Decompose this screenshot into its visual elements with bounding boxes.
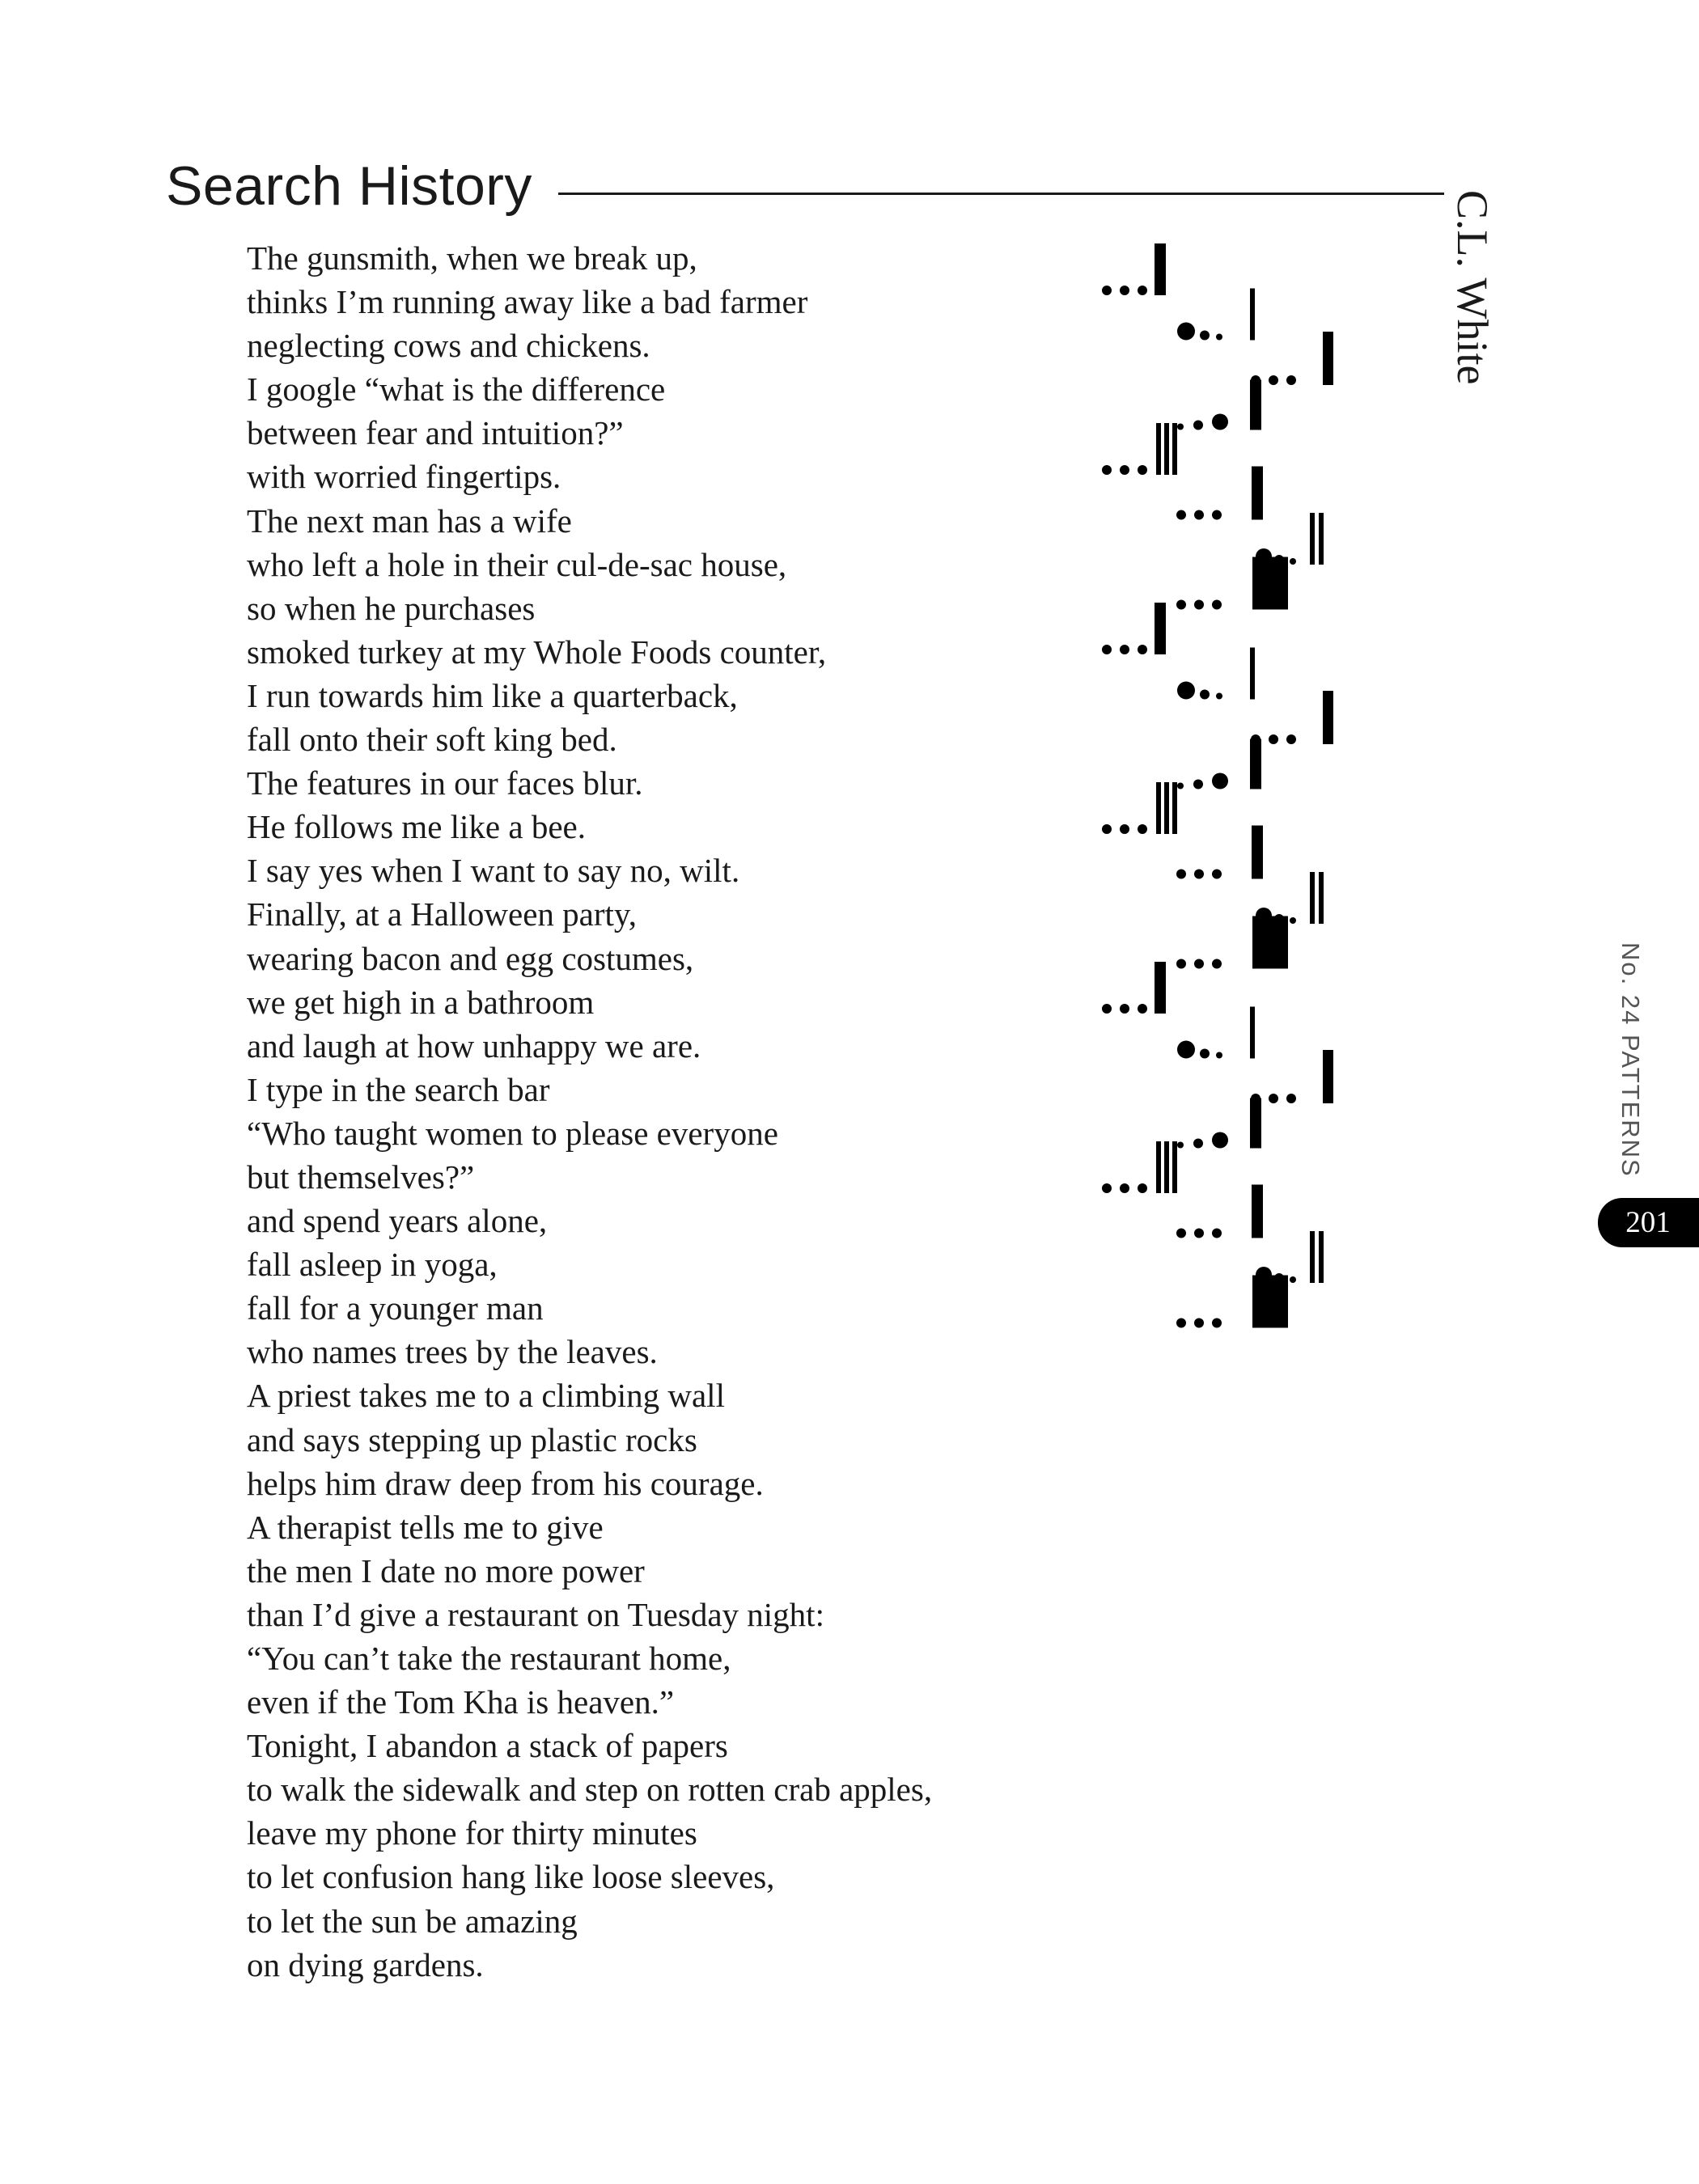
- pattern-dot: [1212, 870, 1222, 879]
- pattern-dot: [1269, 375, 1278, 385]
- pattern-bar: [1250, 1007, 1255, 1059]
- pattern-bar: [1252, 826, 1263, 879]
- poem-line: so when he purchases: [247, 589, 536, 627]
- poem-line: Finally, at a Halloween party,: [247, 895, 637, 933]
- pattern-bar: [1250, 380, 1261, 430]
- pattern-dot: [1176, 959, 1186, 969]
- pattern-glyph: [1256, 1231, 1324, 1283]
- page-number: 201: [1625, 1206, 1671, 1239]
- poem-line: and laugh at how unhappy we are.: [247, 1026, 701, 1064]
- poem-line: The gunsmith, when we break up,: [247, 239, 697, 277]
- pattern-glyph: [1176, 826, 1263, 879]
- pattern-dot: [1176, 870, 1186, 879]
- pattern-glyph: [1251, 1050, 1333, 1103]
- pattern-dot: [1212, 414, 1228, 430]
- pattern-bar: [1319, 1231, 1324, 1283]
- pattern-dot: [1193, 421, 1203, 430]
- pattern-glyph: [1177, 739, 1261, 789]
- pattern-dot: [1176, 1318, 1186, 1328]
- poem-line: fall asleep in yoga,: [247, 1246, 498, 1284]
- pattern-bar: [1172, 1141, 1177, 1193]
- pattern-dot: [1177, 783, 1184, 789]
- poem-line: I run towards him like a quarterback,: [247, 676, 738, 714]
- poem-line: leave my phone for thirty minutes: [247, 1814, 697, 1852]
- pattern-glyph: [1177, 648, 1255, 700]
- pattern-dot: [1138, 824, 1147, 834]
- pattern-dot: [1286, 375, 1296, 385]
- poem-line: between fear and intuition?”: [247, 414, 624, 452]
- pattern-dot: [1212, 600, 1222, 610]
- pattern-glyph: [1176, 916, 1288, 969]
- pattern-dot: [1200, 690, 1210, 700]
- pattern-bar: [1155, 243, 1166, 295]
- pattern-dot: [1102, 1004, 1112, 1014]
- pattern-dot: [1102, 465, 1112, 475]
- poem-line: and says stepping up plastic rocks: [247, 1420, 697, 1458]
- poem-line: thinks I’m running away like a bad farmer: [247, 283, 808, 321]
- pattern-dot: [1120, 465, 1129, 475]
- pattern-dot: [1216, 1052, 1222, 1059]
- pattern-dot: [1120, 645, 1129, 654]
- poem-line: fall for a younger man: [247, 1289, 544, 1327]
- pattern-glyph: [1102, 782, 1177, 834]
- pattern-dot: [1102, 1183, 1112, 1193]
- pattern-bar: [1164, 423, 1169, 475]
- poem-line: who left a hole in their cul-de-sac house,: [247, 545, 787, 583]
- pattern-dot: [1216, 334, 1222, 341]
- pattern-dot: [1138, 465, 1147, 475]
- pattern-dot: [1176, 600, 1186, 610]
- pattern-dot: [1194, 600, 1204, 610]
- pattern-glyph: [1102, 423, 1177, 475]
- pattern-dot: [1138, 1183, 1147, 1193]
- pattern-glyph: [1102, 243, 1166, 295]
- poem-line: I say yes when I want to say no, wilt.: [247, 852, 740, 890]
- poem-line: “You can’t take the restaurant home,: [247, 1640, 731, 1677]
- pattern-bar: [1164, 1141, 1169, 1193]
- pattern-bar: [1250, 1098, 1261, 1149]
- pattern-glyph: [1102, 962, 1166, 1014]
- pattern-dot: [1193, 780, 1203, 789]
- poem-line: wearing bacon and egg costumes,: [247, 939, 694, 977]
- poem-line: smoked turkey at my Whole Foods counter,: [247, 633, 827, 671]
- pattern-dot: [1216, 693, 1222, 700]
- pattern-dot: [1290, 558, 1296, 565]
- poem-line: and spend years alone,: [247, 1202, 548, 1240]
- pattern-dot: [1212, 773, 1228, 789]
- pattern-bar: [1155, 962, 1166, 1014]
- running-head: No. 24 PATTERNS: [1616, 942, 1645, 1178]
- poem-line: neglecting cows and chickens.: [247, 327, 650, 365]
- pattern-glyph: [1251, 332, 1333, 385]
- pattern-dot: [1176, 510, 1186, 520]
- poem-line: Tonight, I abandon a stack of papers: [247, 1727, 728, 1765]
- pattern-bar: [1319, 513, 1324, 565]
- pattern-bar: [1156, 1141, 1161, 1193]
- pattern-bar: [1172, 782, 1177, 834]
- pattern-dot: [1120, 1004, 1129, 1014]
- pattern-glyph: [1177, 380, 1261, 430]
- poem-title: Search History: [166, 155, 532, 217]
- pattern-bar: [1252, 557, 1288, 610]
- pattern-bar: [1172, 423, 1177, 475]
- poem-line: A therapist tells me to give: [247, 1508, 604, 1546]
- pattern-dot: [1177, 1142, 1184, 1149]
- pattern-bar: [1156, 423, 1161, 475]
- poem-line: on dying gardens.: [247, 1945, 484, 1983]
- pattern-dot: [1194, 1318, 1204, 1328]
- pattern-dot: [1177, 323, 1195, 341]
- pattern-glyph: [1256, 513, 1324, 565]
- pattern-dot: [1290, 917, 1296, 924]
- pattern-bar: [1250, 739, 1261, 789]
- pattern-dot: [1212, 1318, 1222, 1328]
- pattern-dot: [1102, 286, 1112, 295]
- pattern-bar: [1310, 872, 1315, 924]
- poem-line: but themselves?”: [247, 1158, 475, 1196]
- poem-line: I google “what is the difference: [247, 370, 666, 408]
- poem-line: to walk the sidewalk and step on rotten crab apples,: [247, 1771, 933, 1809]
- pattern-glyph: [1102, 1141, 1177, 1193]
- pattern-dot: [1212, 1132, 1228, 1149]
- pattern-dot: [1212, 959, 1222, 969]
- pattern-bar: [1319, 872, 1324, 924]
- pattern-dot: [1138, 1004, 1147, 1014]
- pattern-glyph: [1176, 1185, 1263, 1238]
- poem-line: I type in the search bar: [247, 1070, 550, 1108]
- pattern-dot: [1194, 870, 1204, 879]
- pattern-dot: [1138, 645, 1147, 654]
- pattern-dot: [1102, 645, 1112, 654]
- pattern-glyph: [1251, 691, 1333, 744]
- pattern-glyph: [1176, 467, 1263, 520]
- pattern-dot: [1290, 1276, 1296, 1283]
- poem-line: we get high in a bathroom: [247, 983, 595, 1021]
- pattern-glyph: [1177, 1098, 1261, 1149]
- pattern-glyph: [1176, 1276, 1288, 1328]
- poem-line: to let the sun be amazing: [247, 1902, 578, 1940]
- pattern-dot: [1200, 331, 1210, 341]
- pattern-dot: [1200, 1049, 1210, 1059]
- pattern-dot: [1120, 286, 1129, 295]
- pattern-bar: [1310, 513, 1315, 565]
- pattern-glyph: [1176, 557, 1288, 610]
- poem-line: He follows me like a bee.: [247, 808, 586, 846]
- pattern-bar: [1323, 691, 1333, 744]
- pattern-glyph: [1102, 603, 1166, 654]
- pattern-glyph: [1177, 289, 1255, 341]
- pattern-dot: [1212, 510, 1222, 520]
- poem-line: even if the Tom Kha is heaven.”: [247, 1683, 675, 1721]
- pattern-bar: [1252, 1185, 1263, 1238]
- pattern-glyph: [1256, 872, 1324, 924]
- pattern-dot: [1176, 1229, 1186, 1238]
- pattern-bar: [1250, 289, 1255, 341]
- author-byline: C.L. White: [1448, 190, 1497, 385]
- pattern-dot: [1212, 1229, 1222, 1238]
- poem-line: the men I date no more power: [247, 1551, 645, 1589]
- pattern-bar: [1252, 916, 1288, 969]
- pattern-dot: [1194, 959, 1204, 969]
- pattern-dot: [1286, 734, 1296, 744]
- pattern-bar: [1155, 603, 1166, 654]
- poem-line: to let confusion hang like loose sleeves,: [247, 1858, 775, 1896]
- pattern-dot: [1286, 1094, 1296, 1103]
- pattern-bar: [1156, 782, 1161, 834]
- poem-line: than I’d give a restaurant on Tuesday night:: [247, 1595, 824, 1633]
- pattern-dot: [1138, 286, 1147, 295]
- poem-line: The features in our faces blur.: [247, 764, 643, 802]
- pattern-dot: [1269, 1094, 1278, 1103]
- pattern-dot: [1120, 1183, 1129, 1193]
- poem-line: with worried fingertips.: [247, 458, 561, 496]
- pattern-dot: [1193, 1139, 1203, 1149]
- pattern-bar: [1252, 467, 1263, 520]
- pattern-bar: [1323, 332, 1333, 385]
- poem-line: helps him draw deep from his courage.: [247, 1464, 764, 1502]
- pattern-dot: [1177, 682, 1195, 700]
- poem-line: “Who taught women to please everyone: [247, 1114, 778, 1152]
- pattern-dot: [1102, 824, 1112, 834]
- poem-line: A priest takes me to a climbing wall: [247, 1377, 725, 1415]
- pattern-bar: [1323, 1050, 1333, 1103]
- pattern-bar: [1310, 1231, 1315, 1283]
- pattern-dot: [1120, 824, 1129, 834]
- pattern-bar: [1250, 648, 1255, 700]
- pattern-dot: [1269, 734, 1278, 744]
- pattern-bar: [1164, 782, 1169, 834]
- poem-line: fall onto their soft king bed.: [247, 721, 617, 759]
- pattern-dot: [1194, 1229, 1204, 1238]
- pattern-glyph: [1177, 1007, 1255, 1059]
- pattern-dot: [1177, 1041, 1195, 1059]
- poem-line: who names trees by the leaves.: [247, 1333, 658, 1371]
- pattern-dot: [1177, 424, 1184, 430]
- pattern-dot: [1194, 510, 1204, 520]
- pattern-bar: [1252, 1276, 1288, 1328]
- poem-line: The next man has a wife: [247, 502, 572, 540]
